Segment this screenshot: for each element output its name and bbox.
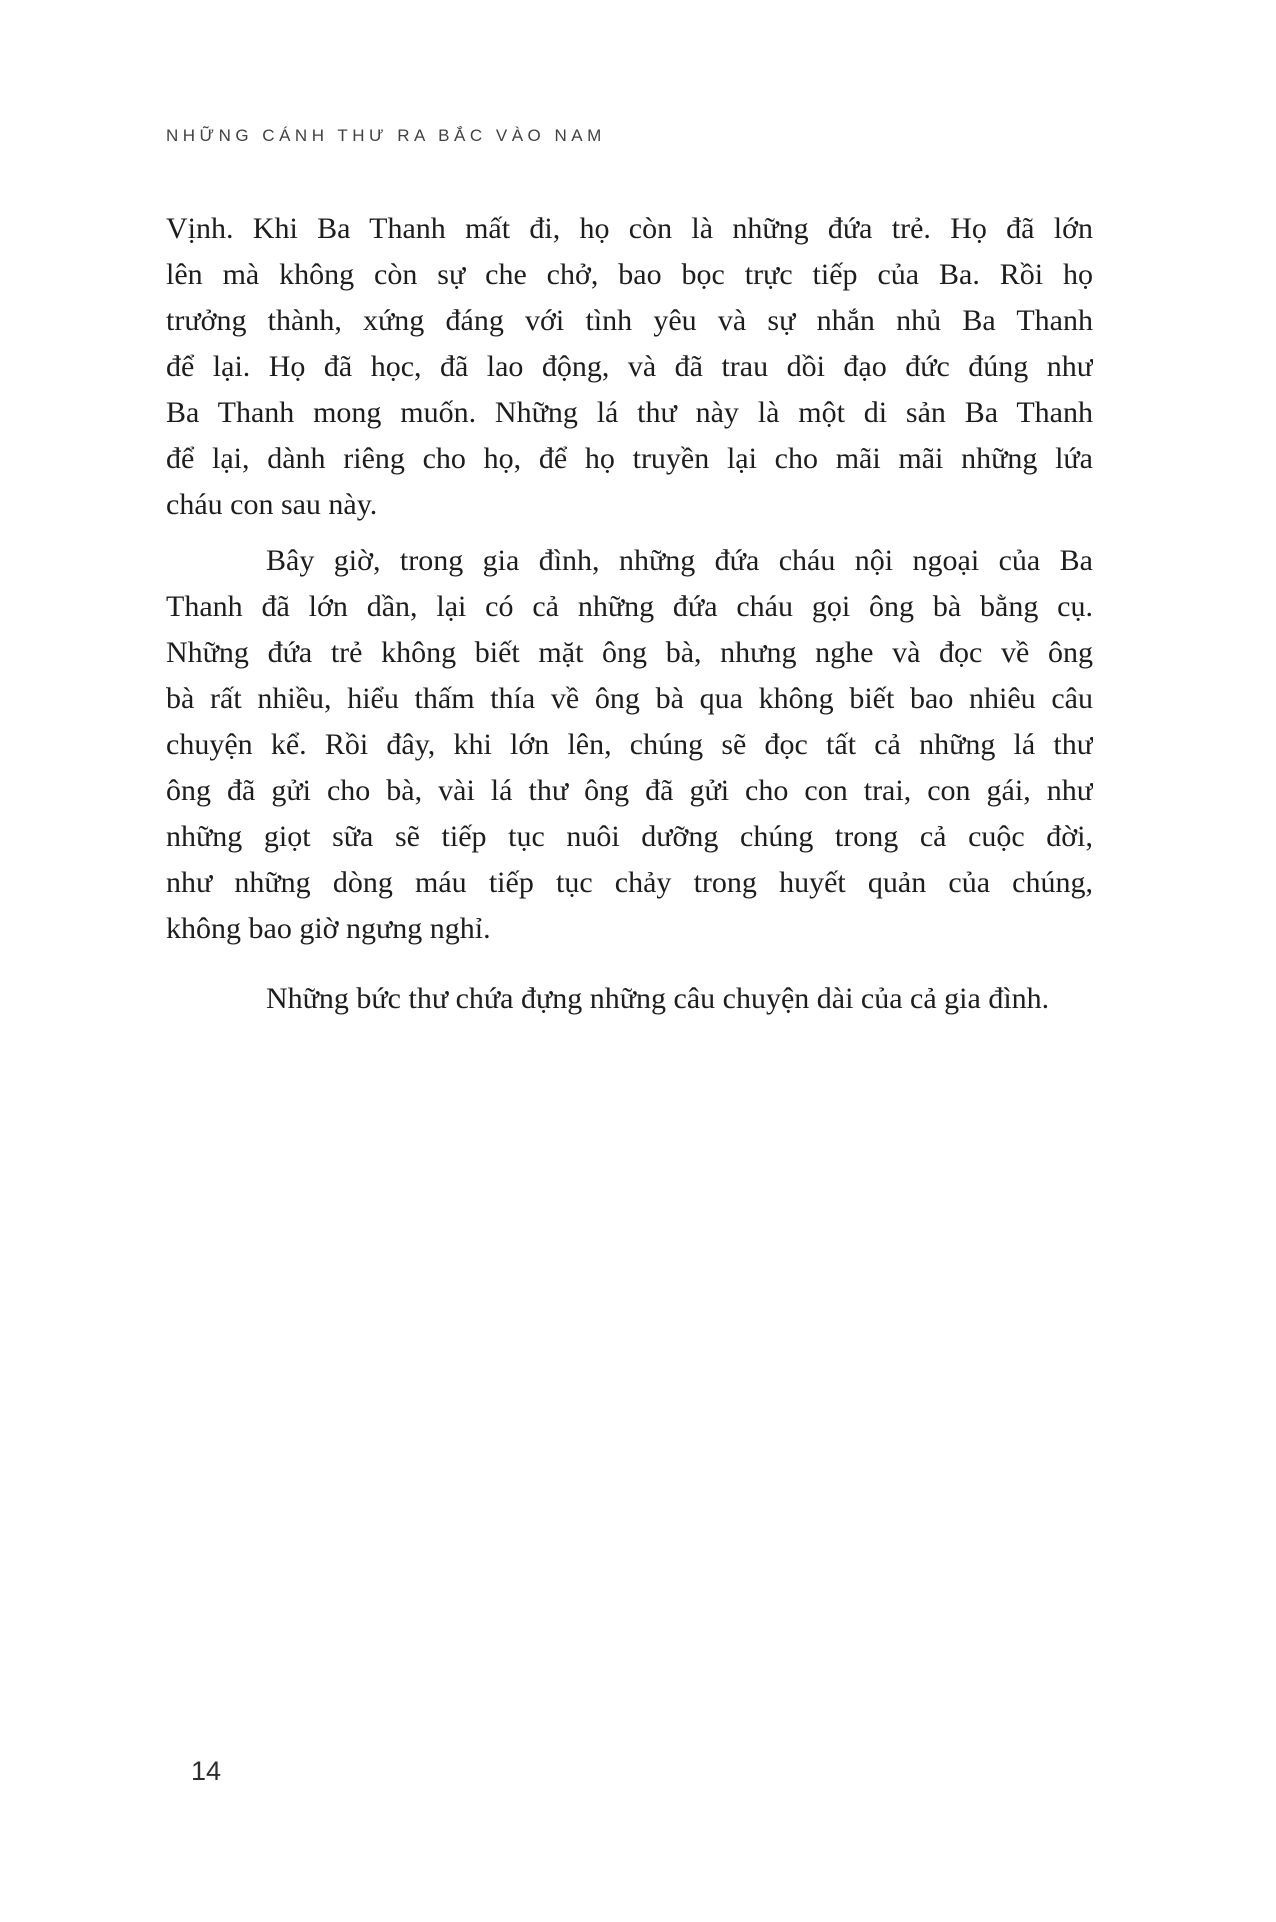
body-line: Những đứa trẻ không biết mặt ông bà, nhưng nghe và đọc về ông [166,636,1093,669]
body-line: không bao giờ ngưng nghỉ. [166,912,491,945]
paragraph [166,538,1093,952]
paragraph [166,976,1093,1022]
body-line: lên mà không còn sự che chở, bao bọc trực tiếp của Ba. Rồi họ [166,258,1093,291]
body-line: chuyện kể. Rồi đây, khi lớn lên, chúng sẽ đọc tất cả những lá thư [166,728,1093,761]
page-number: 14 [191,1756,222,1786]
body-line: Vịnh. Khi Ba Thanh mất đi, họ còn là những đứa trẻ. Họ đã lớn [166,212,1093,245]
body-line: những giọt sữa sẽ tiếp tục nuôi dưỡng chúng trong cả cuộc đời, [166,820,1093,853]
body-line: cháu con sau này. [166,488,378,521]
body-line: để lại, dành riêng cho họ, để họ truyền lại cho mãi mãi những lứa [166,442,1093,475]
body-line: như những dòng máu tiếp tục chảy trong huyết quản của chúng, [166,866,1093,899]
body-line: Ba Thanh mong muốn. Những lá thư này là một di sản Ba Thanh [166,396,1093,429]
text-block [166,206,1093,1022]
body-line: ông đã gửi cho bà, vài lá thư ông đã gửi cho con trai, con gái, như [166,774,1093,807]
body-line: để lại. Họ đã học, đã lao động, và đã trau dồi đạo đức đúng như [166,350,1093,383]
body-line: Bây giờ, trong gia đình, những đứa cháu nội ngoại của Ba [266,544,1093,577]
body-line: Thanh đã lớn dần, lại có cả những đứa cháu gọi ông bà bằng cụ. [166,590,1093,623]
body-line: trưởng thành, xứng đáng với tình yêu và sự nhắn nhủ Ba Thanh [166,304,1093,337]
running-header: NHỮNG CÁNH THƯ RA BẮC VÀO NAM [166,126,606,145]
paragraph [166,206,1093,528]
body-line: bà rất nhiều, hiểu thấm thía về ông bà qua không biết bao nhiêu câu [166,682,1093,715]
body-line: Những bức thư chứa đựng những câu chuyện dài của cả gia đình. [266,982,1050,1015]
